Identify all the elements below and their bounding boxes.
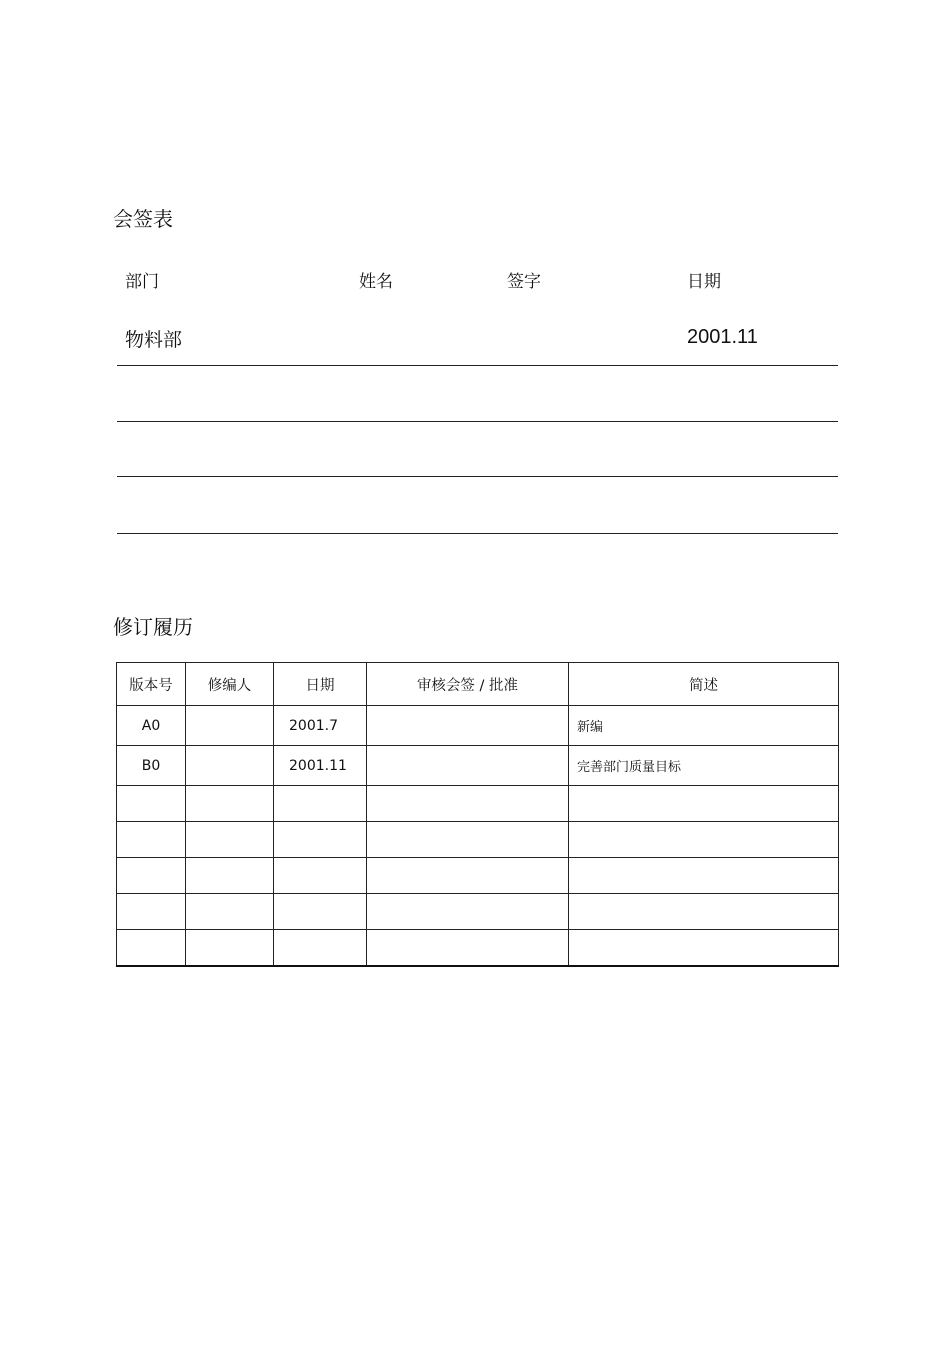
countersign-title: 会签表 (113, 207, 173, 231)
revision-history-title: 修订履历 (113, 615, 193, 639)
cell-date (274, 786, 367, 822)
col-editor: 修编人 (186, 663, 274, 706)
col-review-approve: 审核会签 / 批准 (367, 663, 569, 706)
cell-review-approve (367, 822, 569, 858)
cell-editor (186, 894, 274, 930)
cell-summary (569, 822, 839, 858)
cell-editor (186, 746, 274, 786)
header-signature: 签字 (507, 272, 541, 292)
cell-version (117, 786, 186, 822)
cell-editor (186, 858, 274, 894)
col-summary: 简述 (569, 663, 839, 706)
cell-review-approve (367, 894, 569, 930)
table-row (117, 822, 839, 858)
row1-department: 物料部 (125, 329, 183, 351)
cell-date (274, 858, 367, 894)
cell-editor (186, 706, 274, 746)
cell-summary (569, 930, 839, 967)
cell-version (117, 822, 186, 858)
table-row (117, 706, 839, 746)
cell-version: A0 (117, 706, 186, 746)
cell-editor (186, 822, 274, 858)
header-department: 部门 (125, 272, 159, 292)
cell-date (274, 822, 367, 858)
countersign-divider-4 (117, 533, 838, 534)
countersign-divider-2 (117, 421, 838, 422)
cell-review-approve (367, 786, 569, 822)
cell-summary (569, 858, 839, 894)
cell-date: 2001.11 (274, 746, 367, 786)
table-row (117, 786, 839, 822)
table-row (117, 894, 839, 930)
revision-header-row (117, 663, 839, 706)
cell-date (274, 894, 367, 930)
header-date: 日期 (687, 272, 721, 292)
cell-version: B0 (117, 746, 186, 786)
countersign-divider-1 (117, 365, 838, 366)
table-row (117, 746, 839, 786)
cell-date (274, 930, 367, 967)
table-row (117, 930, 839, 967)
row1-date: 2001.11 (687, 326, 758, 348)
cell-version (117, 894, 186, 930)
revision-history-table (116, 662, 839, 967)
cell-version (117, 858, 186, 894)
countersign-divider-3 (117, 476, 838, 477)
cell-version (117, 930, 186, 967)
cell-review-approve (367, 930, 569, 967)
cell-editor (186, 930, 274, 967)
header-name: 姓名 (359, 272, 393, 292)
cell-summary (569, 786, 839, 822)
cell-review-approve (367, 858, 569, 894)
col-version: 版本号 (117, 663, 186, 706)
col-date: 日期 (274, 663, 367, 706)
cell-review-approve (367, 706, 569, 746)
cell-summary (569, 894, 839, 930)
table-row (117, 858, 839, 894)
cell-summary: 完善部门质量目标 (569, 746, 839, 786)
cell-date: 2001.7 (274, 706, 367, 746)
cell-summary: 新编 (569, 706, 839, 746)
cell-review-approve (367, 746, 569, 786)
cell-editor (186, 786, 274, 822)
